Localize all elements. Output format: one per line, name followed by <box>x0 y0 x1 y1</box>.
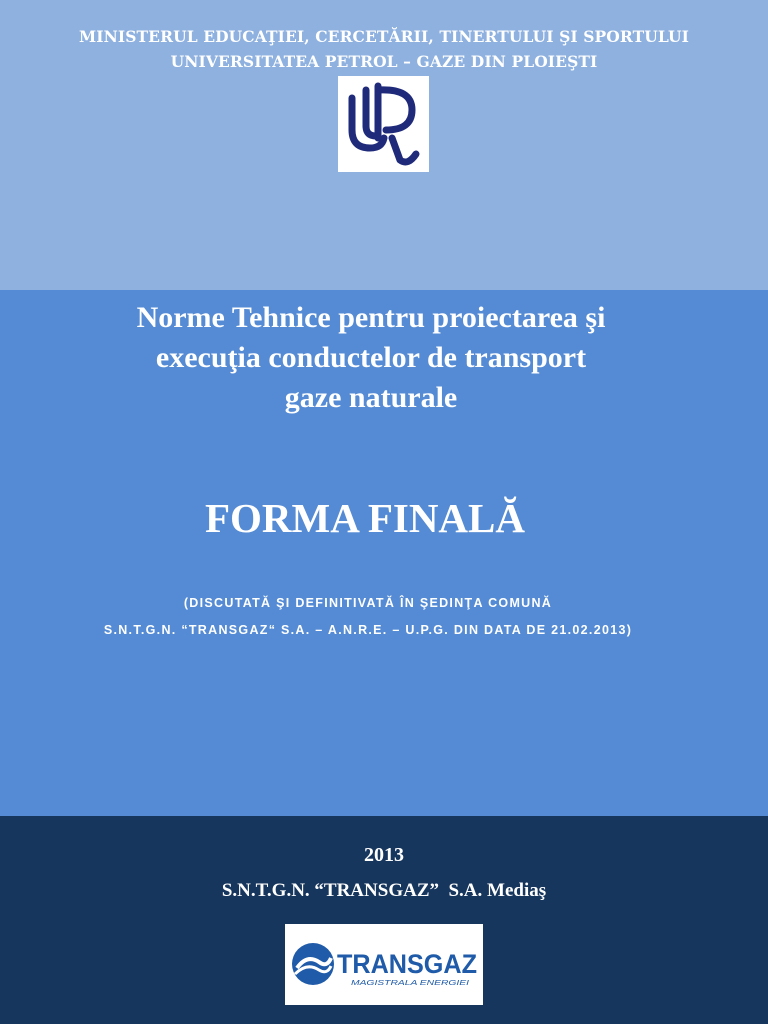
transgaz-logo <box>285 924 483 1005</box>
approval-note <box>0 590 736 644</box>
publication-year: 2013 <box>364 844 404 866</box>
transgaz-logo-tagline: MAGISTRALA ENERGIEI <box>351 980 470 987</box>
document-title <box>0 298 742 418</box>
title-line-3: gaze naturale <box>284 381 458 414</box>
approval-note-line-1: (DISCUTATĂ ŞI DEFINITIVATĂ ÎN ŞEDINŢA COMUNĂ <box>183 596 553 610</box>
institution-header <box>0 24 768 74</box>
university-name: UNIVERSITATEA PETROL – GAZE DIN PLOIEŞTI <box>170 52 598 71</box>
title-line-1: Norme Tehnice pentru proiectarea şi <box>136 301 606 334</box>
title-line-2: execuţia conductelor de transport <box>155 341 587 374</box>
upg-logo-p-bowl <box>378 90 412 130</box>
ministry-name: MINISTERUL EDUCAŢIEI, CERCETĂRII, TINERTULUI ŞI SPORTULUI <box>79 27 689 46</box>
upg-logo <box>338 76 429 172</box>
transgaz-logo-graphic <box>285 924 483 1005</box>
upg-logo-graphic <box>338 76 429 172</box>
upg-logo-g-stroke <box>392 138 416 162</box>
document-status: FORMA FINALĂ <box>204 495 525 541</box>
transgaz-logo-wordmark: TRANSGAZ <box>337 949 477 979</box>
approval-note-line-2: S.N.T.G.N. “TRANSGAZ“ S.A. – A.N.R.E. – U.P.G. DIN DATA DE 21.02.2013) <box>103 623 633 637</box>
company-name: S.N.T.G.N. “TRANSGAZ” S.A. Mediaş <box>221 880 547 901</box>
